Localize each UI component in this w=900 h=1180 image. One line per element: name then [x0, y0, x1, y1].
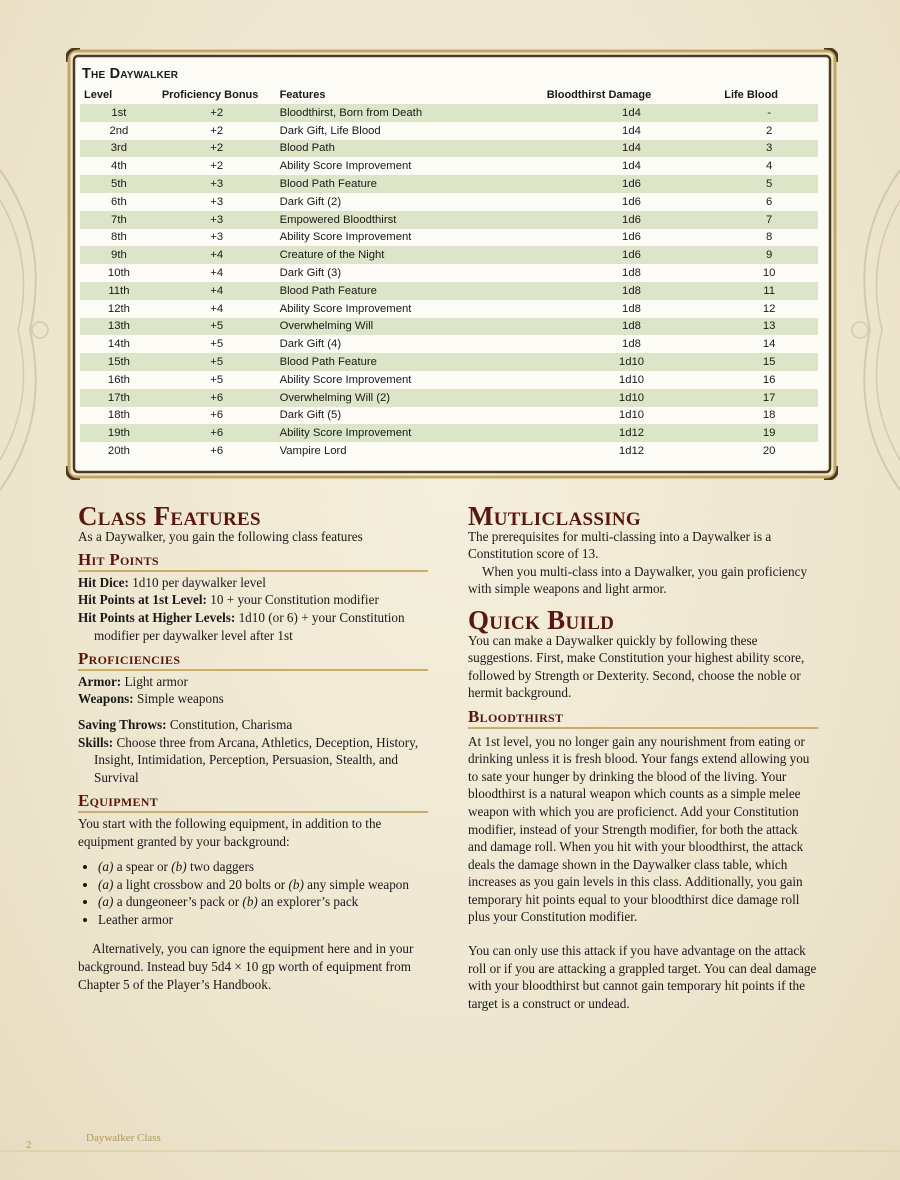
cell-bloodthirst: 1d4 — [543, 140, 721, 158]
cell-bloodthirst: 1d8 — [543, 318, 721, 336]
page-number: 2 — [26, 1139, 32, 1151]
spacer — [78, 708, 428, 716]
right-ornament-icon — [840, 150, 900, 510]
option-a-text: a light crossbow and 20 bolts or — [113, 876, 289, 892]
table-row — [80, 371, 818, 389]
cell-bloodthirst: 1d4 — [622, 160, 641, 173]
table-row — [80, 407, 818, 425]
cell-life-blood: 12 — [762, 302, 776, 315]
table-row — [80, 335, 818, 353]
hp-first-value: 10 + your Constitution modifier — [206, 592, 379, 608]
cell-bloodthirst: 1d10 — [543, 389, 721, 407]
cell-proficiency: +2 — [210, 124, 224, 137]
hp-higher-value: 1d10 (or 6) + your Constitution modifier per daywalker level after 1st — [94, 609, 405, 643]
table-row — [80, 424, 818, 442]
cell-features: Ability Score Improvement — [276, 424, 543, 442]
cell-features: Dark Gift (4) — [279, 338, 342, 351]
cell-level: 7th — [80, 211, 158, 229]
cell-proficiency: +4 — [158, 282, 276, 300]
option-a-text: a spear or — [113, 859, 172, 875]
cell-proficiency: +6 — [210, 409, 224, 422]
cell-life-blood: 4 — [765, 160, 773, 173]
table-row — [80, 353, 818, 371]
armor-value: Light armor — [121, 673, 188, 689]
hp-first-label: Hit Points at 1st Level: — [78, 592, 207, 608]
cell-proficiency: +5 — [158, 353, 276, 371]
cell-proficiency: +4 — [210, 302, 224, 315]
header-features: Features — [279, 89, 326, 101]
cell-life-blood: 8 — [765, 231, 773, 244]
cell-life-blood: 10 — [762, 267, 776, 280]
proficiencies-heading: Proficiencies — [78, 650, 428, 671]
cell-life-blood: 14 — [762, 338, 776, 351]
option-a-text: a dungeoneer’s pack or — [113, 894, 243, 910]
cell-features: Ability Score Improvement — [279, 302, 412, 315]
option-a: (a) — [98, 859, 114, 875]
cell-life-blood: 3 — [720, 140, 818, 158]
cell-life-blood: 15 — [720, 353, 818, 371]
cell-level: 13th — [80, 318, 158, 336]
cell-features: Bloodthirst, Born from Death — [276, 104, 543, 122]
cell-features: Blood Path Feature — [276, 353, 543, 371]
table-row — [80, 389, 818, 407]
cell-features: Ability Score Improvement — [279, 231, 412, 244]
quick-build-heading: Quick Build — [468, 604, 615, 635]
cell-proficiency: +5 — [210, 338, 224, 351]
cell-life-blood: 17 — [720, 389, 818, 407]
cell-level: 9th — [80, 246, 158, 264]
table-row — [80, 442, 818, 460]
multiclassing-p1: The prerequisites for multi-classing into a Daywalker is a Constitution score of 13. — [468, 528, 772, 562]
cell-proficiency: +2 — [158, 104, 276, 122]
cell-bloodthirst: 1d10 — [543, 353, 721, 371]
table-row — [80, 211, 818, 229]
cell-proficiency: +4 — [158, 246, 276, 264]
cell-bloodthirst: 1d4 — [622, 124, 641, 137]
saves-line — [78, 716, 428, 734]
hit-dice-line — [78, 574, 428, 592]
cell-features: Dark Gift (3) — [279, 267, 342, 280]
table-row — [80, 318, 818, 336]
table-row — [80, 175, 818, 193]
cell-life-blood: 18 — [762, 409, 776, 422]
weapons-label: Weapons: — [78, 691, 134, 707]
hp-higher-line — [78, 609, 428, 644]
cell-proficiency: +5 — [158, 318, 276, 336]
cell-life-blood: 5 — [720, 175, 818, 193]
cell-bloodthirst: 1d6 — [543, 246, 721, 264]
cell-life-blood: 13 — [720, 318, 818, 336]
cell-level: 19th — [80, 424, 158, 442]
option-b: (b) — [242, 894, 258, 910]
cell-features: Blood Path — [276, 140, 543, 158]
class-table-frame — [66, 48, 838, 480]
bloodthirst-heading: Bloodthirst — [468, 708, 818, 729]
table-row — [80, 157, 818, 175]
footer-divider — [0, 1150, 900, 1152]
option-b-text: an explorer’s pack — [257, 894, 359, 910]
cell-proficiency: +3 — [158, 175, 276, 193]
cell-features: Creature of the Night — [276, 246, 543, 264]
table-title: The Daywalker — [82, 66, 179, 82]
list-item — [98, 893, 428, 911]
cell-level: 14th — [107, 338, 130, 351]
cell-bloodthirst: 1d8 — [622, 338, 641, 351]
list-item: • Leather armor — [98, 911, 428, 929]
cell-level: 16th — [107, 373, 130, 386]
cell-level: 17th — [80, 389, 158, 407]
cell-proficiency: +2 — [210, 160, 224, 173]
multiclassing-heading: Mutliclassing — [468, 501, 641, 531]
cell-life-blood: 16 — [762, 373, 776, 386]
cell-bloodthirst: 1d6 — [543, 175, 721, 193]
header-life-blood: Life Blood — [724, 89, 779, 101]
list-item — [98, 876, 428, 894]
cell-proficiency: +6 — [210, 445, 224, 458]
cell-features: Dark Gift, Life Blood — [279, 124, 381, 137]
cell-proficiency: +6 — [158, 424, 276, 442]
option-a: (a) — [98, 894, 114, 910]
cell-bloodthirst: 1d8 — [543, 282, 721, 300]
multiclassing-p2: When you multi-class into a Daywalker, you gain proficiency with simple weapons and light armor. — [468, 563, 808, 597]
weapons-value: Simple weapons — [133, 691, 224, 707]
armor-line — [78, 673, 428, 691]
cell-bloodthirst: 1d10 — [618, 409, 645, 422]
cell-bloodthirst: 1d6 — [622, 195, 641, 208]
cell-proficiency: +3 — [210, 231, 224, 244]
hit-points-heading: Hit Points — [78, 551, 428, 572]
table-row — [80, 104, 818, 122]
table-row — [80, 229, 818, 247]
cell-level: 1st — [80, 104, 158, 122]
skills-line — [78, 734, 428, 787]
table-row — [80, 122, 818, 140]
cell-proficiency: +2 — [158, 140, 276, 158]
cell-bloodthirst: 1d12 — [618, 445, 645, 458]
class-features-intro: As a Daywalker, you gain the following class features — [78, 528, 363, 544]
option-b-text: any simple weapon — [303, 876, 409, 892]
option-b-text: two daggers — [186, 859, 255, 875]
cell-life-blood: 20 — [762, 445, 776, 458]
table-row — [80, 193, 818, 211]
cell-level: 6th — [111, 195, 127, 208]
cell-level: 2nd — [109, 124, 129, 137]
cell-life-blood: 7 — [720, 211, 818, 229]
header-level: Level — [84, 89, 113, 101]
equipment-alternative: Alternatively, you can ignore the equipment here and in your background. Instead buy 5d4 × 10 gp worth of equipment from Chapter 5 of the Player’s Handbook. — [78, 941, 414, 992]
cell-features: Empowered Bloodthirst — [276, 211, 543, 229]
cell-bloodthirst: 1d10 — [618, 373, 645, 386]
armor-label: Armor: — [78, 673, 122, 689]
cell-level: 8th — [111, 231, 127, 244]
bloodthirst-p2: You can only use this attack if you have advantage on the attack roll or if you are attacking a grappled target. You can deal damage with your bloodthirst but cannot gain temporary hit points if the target is a construct or undead. — [468, 943, 817, 1011]
table-row — [80, 246, 818, 264]
hp-higher-label: Hit Points at Higher Levels: — [78, 609, 236, 625]
cell-features: Dark Gift (2) — [279, 195, 342, 208]
header-proficiency: Proficiency Bonus — [161, 89, 259, 101]
cell-bloodthirst: 1d6 — [622, 231, 641, 244]
table-row — [80, 264, 818, 282]
left-column — [78, 501, 428, 993]
cell-level: 15th — [80, 353, 158, 371]
cell-level: 10th — [107, 267, 130, 280]
cell-features: Vampire Lord — [279, 445, 347, 458]
right-column — [468, 501, 818, 1012]
cell-level: 4th — [111, 160, 127, 173]
equipment-intro: You start with the following equipment, in addition to the equipment granted by your background: — [78, 815, 382, 849]
cell-features: Overwhelming Will (2) — [276, 389, 543, 407]
hit-dice-label: Hit Dice: — [78, 574, 129, 590]
cell-level: 12th — [107, 302, 130, 315]
cell-life-blood: 6 — [765, 195, 773, 208]
weapons-line — [78, 690, 428, 708]
table-header-row — [80, 88, 818, 104]
cell-features: Blood Path Feature — [276, 282, 543, 300]
cell-level: 18th — [107, 409, 130, 422]
saves-label: Saving Throws: — [78, 716, 167, 732]
cell-features: Dark Gift (5) — [279, 409, 342, 422]
cell-bloodthirst: 1d6 — [543, 211, 721, 229]
table-row — [80, 140, 818, 158]
cell-life-blood: 2 — [765, 124, 773, 137]
left-ornament-icon — [0, 150, 60, 510]
saves-value: Constitution, Charisma — [166, 716, 293, 732]
table-row — [80, 300, 818, 318]
list-item — [98, 858, 428, 876]
option-b: (b) — [288, 876, 304, 892]
cell-bloodthirst: 1d12 — [543, 424, 721, 442]
bloodthirst-p1: At 1st level, you no longer gain any nourishment from eating or drinking unless it is fresh blood. Your fangs extend allowing you to sate your hunger by drinking the blood of the living. Your bloodthirst is a natural weapon which counts as a simple melee weapon with which you are proficienct. Add your Constitution modifier, instead of your Strength modifier, for both the attack and damage roll. When you hit with your bloodthirst, the attack deals the damage shown in the Daywalker class table, which increases as you gain levels in this class. Additionally, you gain temporary hit points equal to your bloodthirst dice damage roll plus your Constitution modifier. — [468, 733, 810, 925]
spacer — [468, 926, 818, 942]
skills-label: Skills: — [78, 734, 114, 750]
cell-level: 11th — [80, 282, 158, 300]
cell-level: 3rd — [80, 140, 158, 158]
cell-life-blood: - — [720, 104, 818, 122]
cell-level: 5th — [80, 175, 158, 193]
table-body — [80, 104, 818, 460]
hp-first-line — [78, 591, 428, 609]
cell-bloodthirst: 1d8 — [622, 302, 641, 315]
daywalker-table — [80, 88, 818, 460]
header-bloodthirst: Bloodthirst Damage — [546, 89, 652, 101]
cell-features: Ability Score Improvement — [279, 160, 412, 173]
table-row — [80, 282, 818, 300]
cell-features: Blood Path Feature — [276, 175, 543, 193]
cell-life-blood: 11 — [720, 282, 818, 300]
cell-proficiency: +5 — [210, 373, 224, 386]
cell-bloodthirst: 1d4 — [543, 104, 721, 122]
cell-proficiency: +3 — [210, 195, 224, 208]
quick-build-text: You can make a Daywalker quickly by following these suggestions. First, make Constitution your highest ability score, followed by Strength or Dexterity. Second, choose the noble or hermit background. — [468, 632, 805, 701]
cell-proficiency: +4 — [210, 267, 224, 280]
option-a: (a) — [98, 876, 114, 892]
cell-proficiency: +6 — [158, 389, 276, 407]
skills-value: Choose three from Arcana, Athletics, Deception, History, Insight, Intimidation, Perception, Persuasion, Stealth, and Survival — [94, 734, 419, 785]
footer-label: Daywalker Class — [86, 1132, 161, 1144]
cell-features: Overwhelming Will — [276, 318, 543, 336]
cell-bloodthirst: 1d8 — [622, 267, 641, 280]
cell-life-blood: 9 — [720, 246, 818, 264]
equipment-list — [78, 858, 428, 928]
cell-level: 20th — [107, 445, 130, 458]
hit-dice-value: 1d10 per daywalker level — [128, 574, 266, 590]
cell-life-blood: 19 — [720, 424, 818, 442]
equipment-heading: Equipment — [78, 792, 428, 813]
cell-features: Ability Score Improvement — [279, 373, 412, 386]
class-features-heading: Class Features — [78, 501, 261, 531]
option-b: (b) — [171, 859, 187, 875]
cell-proficiency: +3 — [158, 211, 276, 229]
